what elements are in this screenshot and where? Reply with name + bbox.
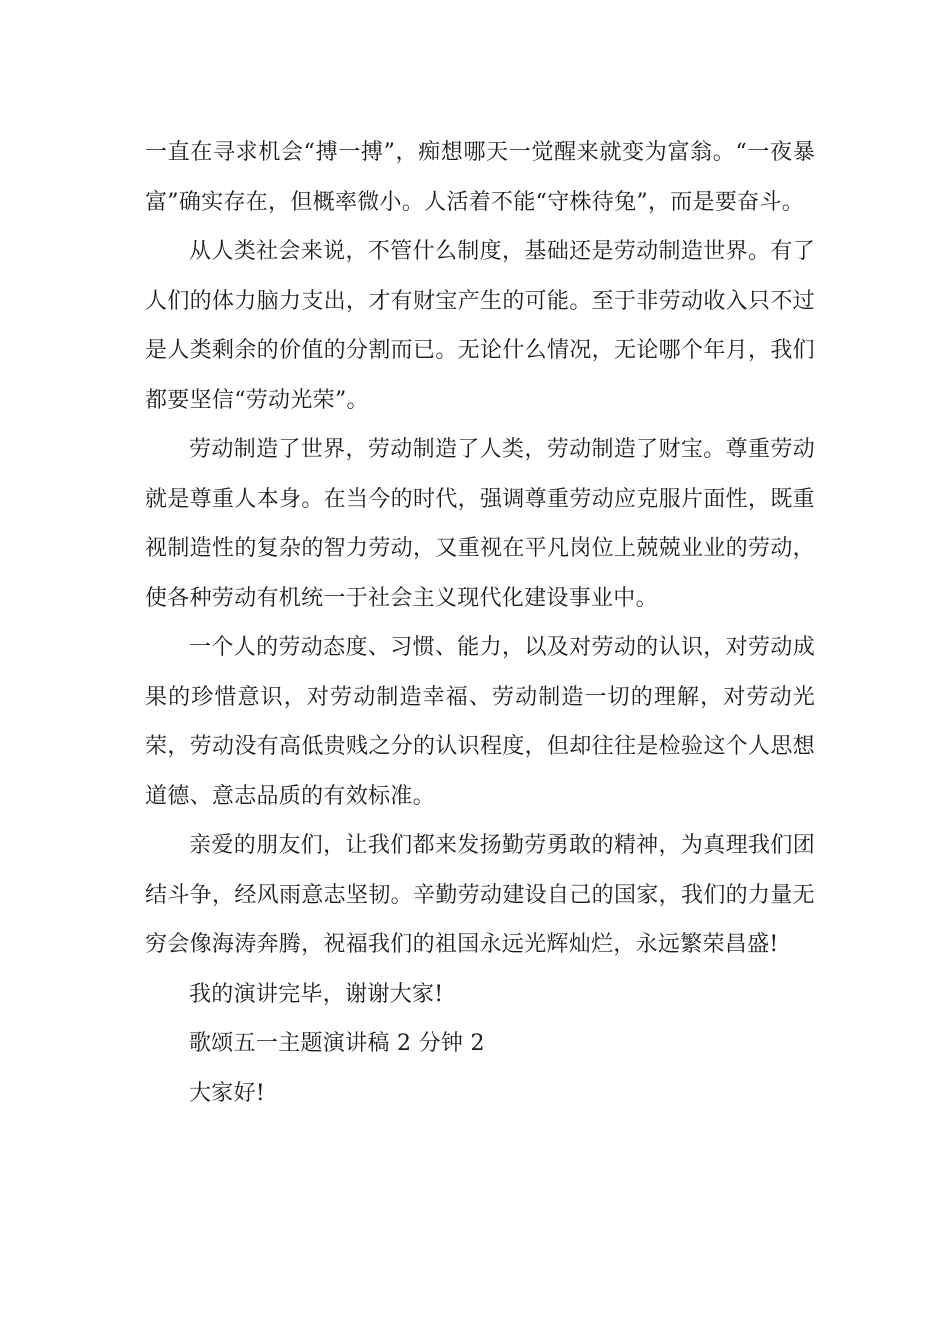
closing-line: 我的演讲完毕，谢谢大家! — [189, 981, 444, 1007]
paragraph-4: 一个人的劳动态度、习惯、能力，以及对劳动的认识，对劳动成果的珍惜意识，对劳动制造幸福、劳动制造一切的理解，对劳动光荣，劳动没有高低贵贱之分的认识程度，但却往往是检验这个人思想道德、意志品质的有效标准。 — [145, 635, 815, 809]
greeting-line: 大家好! — [189, 1080, 266, 1106]
paragraph-5: 亲爱的朋友们，让我们都来发扬勤劳勇敢的精神，为真理我们团结斗争，经风雨意志坚韧。辛勤劳动建设自己的国家，我们的力量无穷会像海涛奔腾，祝福我们的祖国永远光辉灿烂，永远繁荣昌盛! — [145, 833, 815, 957]
section-heading: 歌颂五一主题演讲稿 2 分钟 2 — [189, 1031, 485, 1056]
paragraph-2: 从人类社会来说，不管什么制度，基础还是劳动制造世界。有了人们的体力脑力支出，才有财宝产生的可能。至于非劳动收入只不过是人类剩余的价值的分割而已。无论什么情况，无论哪个年月，我们都要坚信“劳动光荣”。 — [145, 239, 815, 413]
paragraph-3: 劳动制造了世界，劳动制造了人类，劳动制造了财宝。尊重劳动就是尊重人本身。在当今的时代，强调尊重劳动应克服片面性，既重视制造性的复杂的智力劳动，又重视在平凡岗位上兢兢业业的劳动，使各种劳动有机统一于社会主义现代化建设事业中。 — [145, 437, 815, 611]
document-body — [145, 128, 815, 1118]
paragraph-1: 一直在寻求机会“搏一搏”，痴想哪天一觉醒来就变为富翁。“一夜暴富”确实存在，但概率微小。人活着不能“守株待兔”，而是要奋斗。 — [145, 140, 815, 215]
